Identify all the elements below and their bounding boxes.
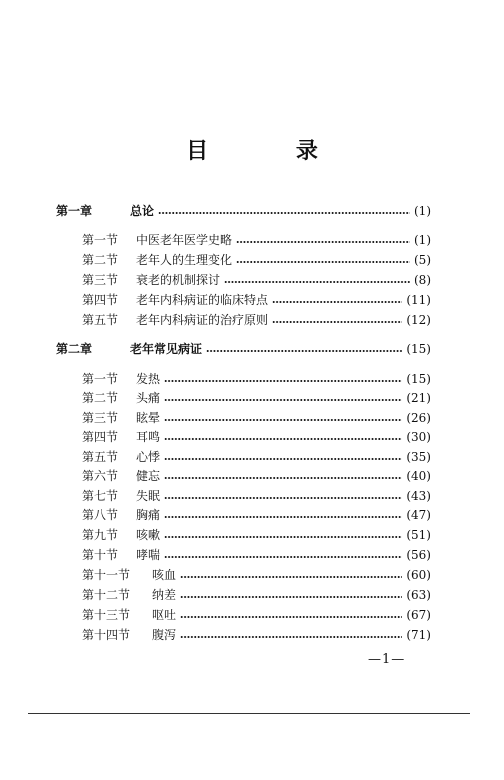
dot-leader	[164, 458, 402, 460]
section-title: 哮喘	[136, 548, 161, 562]
section-number: 第八节	[82, 508, 119, 522]
section-title: 失眠	[136, 489, 161, 503]
dot-leader	[164, 380, 402, 382]
chapter-number: 第一章	[56, 204, 93, 218]
chapter-number: 第二章	[56, 342, 93, 356]
section-title: 胸痛	[136, 508, 161, 522]
section-number: 第五节	[82, 313, 119, 327]
dot-leader	[164, 497, 402, 499]
dot-leader	[180, 636, 402, 638]
page-ref: (35)	[406, 450, 431, 464]
page-ref: (60)	[406, 568, 431, 582]
toc-section[interactable]	[82, 292, 431, 308]
dot-leader	[164, 516, 402, 518]
section-number: 第九节	[82, 528, 119, 542]
page-ref: (30)	[406, 430, 431, 444]
dot-leader	[164, 399, 402, 401]
section-title: 心悸	[136, 450, 161, 464]
toc-section[interactable]	[82, 527, 431, 543]
dot-leader	[164, 419, 402, 421]
page-ref: (1)	[414, 204, 431, 218]
page-ref: (11)	[406, 293, 431, 307]
toc-section[interactable]	[82, 232, 431, 248]
section-title: 头痛	[136, 391, 161, 405]
dot-leader	[236, 261, 410, 263]
toc-section[interactable]	[82, 410, 431, 426]
page-ref: (40)	[406, 469, 431, 483]
dot-leader	[224, 281, 410, 283]
dot-leader	[164, 438, 402, 440]
section-number: 第十二节	[82, 588, 131, 602]
page-ref: (67)	[406, 608, 431, 622]
toc-section[interactable]	[82, 488, 431, 504]
page-ref: (21)	[406, 391, 431, 405]
toc-section[interactable]	[82, 390, 431, 406]
section-number: 第五节	[82, 450, 119, 464]
section-title: 中医老年医学史略	[136, 233, 233, 247]
section-number: 第四节	[82, 430, 119, 444]
section-number: 第六节	[82, 469, 119, 483]
toc-section[interactable]	[82, 312, 431, 328]
section-title: 老年人的生理变化	[136, 253, 233, 267]
page-ref: (71)	[406, 628, 431, 642]
section-title: 发热	[136, 372, 161, 386]
toc-section[interactable]	[82, 607, 431, 623]
dot-leader	[180, 616, 402, 618]
section-title: 腹泻	[152, 628, 177, 642]
section-title: 老年内科病证的临床特点	[136, 293, 269, 307]
toc-section[interactable]	[82, 567, 431, 583]
dot-leader	[180, 596, 402, 598]
dot-leader	[206, 350, 402, 352]
section-number: 第十三节	[82, 608, 131, 622]
toc-section[interactable]	[82, 252, 431, 268]
chapter-title: 总论	[130, 204, 155, 218]
toc-section[interactable]	[82, 272, 431, 288]
section-number: 第七节	[82, 489, 119, 503]
dot-leader	[158, 212, 410, 214]
toc-section[interactable]	[82, 371, 431, 387]
toc-chapter[interactable]	[56, 341, 431, 357]
page-ref: (47)	[406, 508, 431, 522]
page-ref: (26)	[406, 411, 431, 425]
page-ref: (8)	[414, 273, 431, 287]
page-ref: (5)	[414, 253, 431, 267]
toc-section[interactable]	[82, 429, 431, 445]
section-title: 耳鸣	[136, 430, 161, 444]
section-title: 眩晕	[136, 411, 161, 425]
section-number: 第二节	[82, 391, 119, 405]
toc-chapter[interactable]	[56, 203, 431, 219]
page-ref: (63)	[406, 588, 431, 602]
page-ref: (15)	[406, 372, 431, 386]
dot-leader	[180, 576, 402, 578]
section-number: 第三节	[82, 273, 119, 287]
toc-section[interactable]	[82, 627, 431, 643]
toc-section[interactable]	[82, 547, 431, 563]
section-title: 咳嗽	[136, 528, 161, 542]
dot-leader	[164, 477, 402, 479]
toc-section[interactable]	[82, 507, 431, 523]
section-number: 第一节	[82, 233, 119, 247]
page-ref: (12)	[406, 313, 431, 327]
page-ref: (56)	[406, 548, 431, 562]
section-number: 第二节	[82, 253, 119, 267]
chapter-title: 老年常见病证	[130, 342, 203, 356]
section-title: 纳差	[152, 588, 177, 602]
footer-rule	[28, 713, 470, 714]
section-title: 衰老的机制探讨	[136, 273, 221, 287]
page-number: —1—	[368, 652, 406, 667]
section-number: 第四节	[82, 293, 119, 307]
dot-leader	[164, 536, 402, 538]
section-title: 健忘	[136, 469, 161, 483]
dot-leader	[236, 241, 410, 243]
section-number: 第一节	[82, 372, 119, 386]
dot-leader	[272, 321, 402, 323]
page-ref: (15)	[406, 342, 431, 356]
page-ref: (43)	[406, 489, 431, 503]
page-ref: (51)	[406, 528, 431, 542]
toc-section[interactable]	[82, 449, 431, 465]
section-number: 第十节	[82, 548, 119, 562]
toc-section[interactable]	[82, 587, 431, 603]
section-number: 第十一节	[82, 568, 131, 582]
page-title: 目 录	[186, 139, 358, 164]
section-title: 老年内科病证的治疗原则	[136, 313, 269, 327]
section-number: 第十四节	[82, 628, 131, 642]
dot-leader	[272, 301, 402, 303]
dot-leader	[164, 556, 402, 558]
section-number: 第三节	[82, 411, 119, 425]
page-ref: (1)	[414, 233, 431, 247]
toc-section[interactable]	[82, 468, 431, 484]
section-title: 咳血	[152, 568, 177, 582]
section-title: 呕吐	[152, 608, 177, 622]
